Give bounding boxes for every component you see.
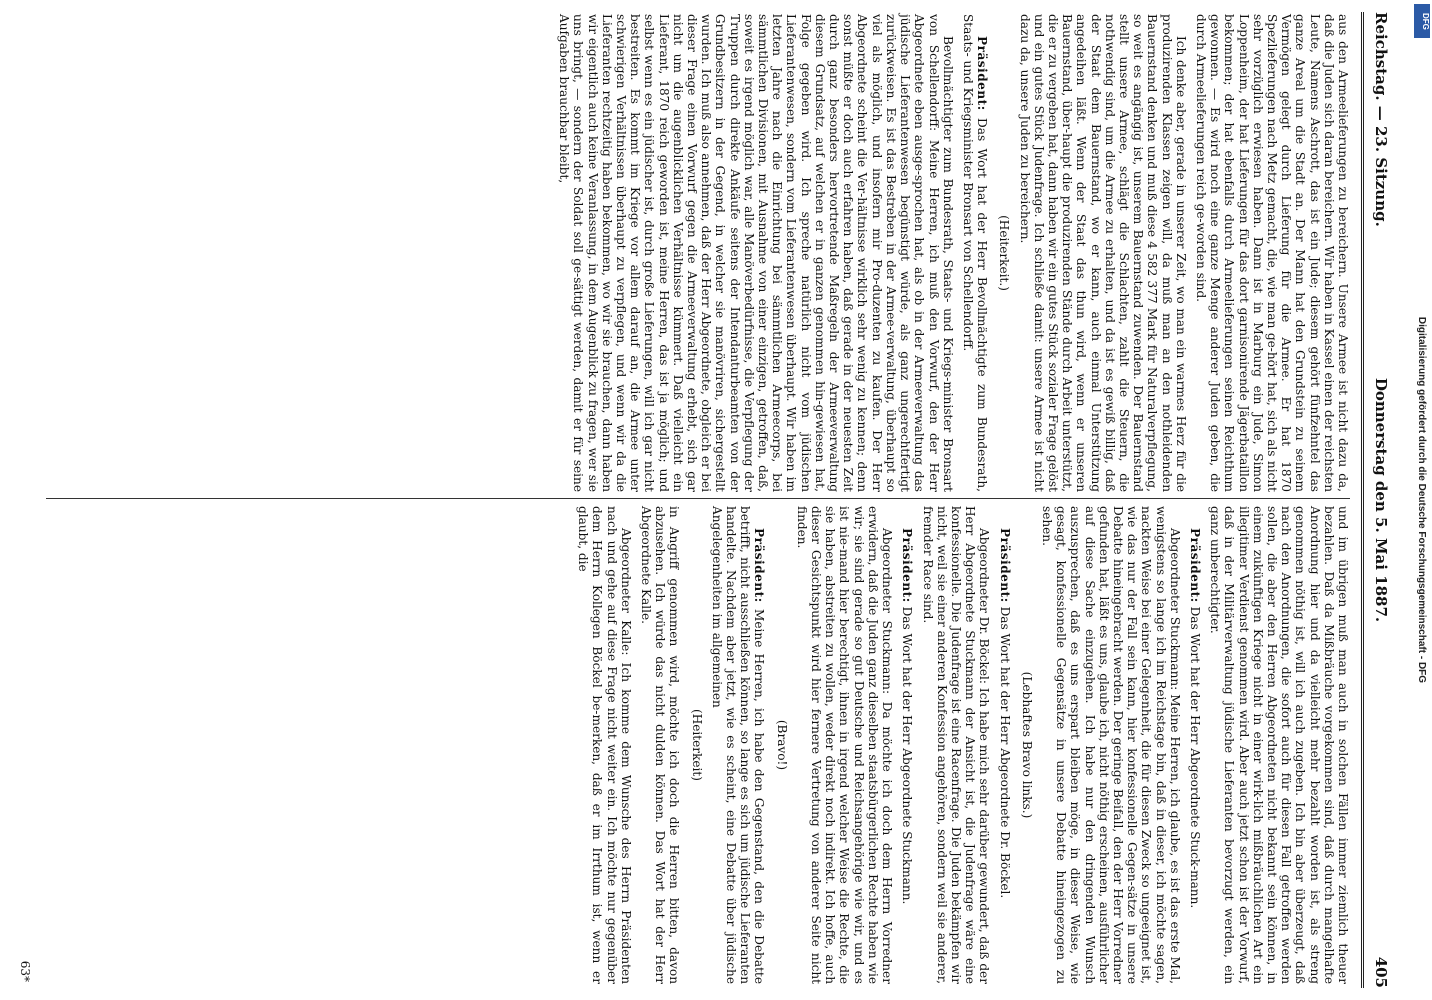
body-paragraph: Abgeordneter Dr. Böckel: Ich habe mich sehr darüber gewundert, daß der Herr Abgeordnete Stuckmann der Ansicht ist, die Judenfrage wäre eine konfessionelle. Die Judenfrage ist eine Racenfrage. Die Juden bekämpfen wir nicht, weil sie einer anderen Konfession angehören, sondern weil sie anderer, fremder Race sind. bbox=[920, 506, 992, 984]
speaker-paragraph bbox=[710, 506, 767, 984]
header-left: Reichstag. — 23. Sitzung. bbox=[1372, 12, 1390, 227]
stage-direction: (Heiterkeit) bbox=[689, 708, 704, 782]
speaker-name: Präsident: bbox=[752, 528, 767, 603]
speaker-text: Das Wort hat der Herr Abgeordnete Stuckmann. bbox=[900, 606, 915, 905]
header-rule bbox=[1363, 12, 1364, 988]
header-date: Donnerstag den 5. Mai 1887. bbox=[1372, 377, 1390, 623]
speaker-text: Meine Herren, ich habe den Gegenstand, den die Debatte betrifft, nicht ausschließen können, so lange es sich um jüdische Lieferanten handelte. Nachdem aber jetzt, wie es scheint, eine Debatte über jüdische Angelegenheiten im allgemeinen bbox=[709, 506, 767, 984]
speaker-paragraph bbox=[961, 14, 989, 492]
header-rule-second bbox=[1361, 12, 1362, 988]
body-paragraph: Abgeordneter Kalle: Ich komme dem Wunsche des Herrn Präsidenten nach und gehe auf diese Frage nicht weiter ein. Ich möchte nur gegenüber dem Herrn Kollegen Böckel be-merken, daß er im Irrthum ist, wenn er glaubt, die bbox=[576, 506, 633, 984]
stage-direction: (Bravo!) bbox=[774, 719, 789, 771]
speaker-paragraph bbox=[900, 506, 914, 984]
page-number: 405 bbox=[1372, 956, 1390, 988]
right-column bbox=[46, 506, 1350, 984]
left-column bbox=[46, 14, 1350, 492]
speaker-paragraph bbox=[1188, 506, 1202, 984]
stage-direction: (Heiterkeit.) bbox=[997, 215, 1012, 291]
dfg-banner-text: Digitalisierung gefördert durch die Deutsche Forschungsgemeinschaft - DFG bbox=[1416, 316, 1427, 684]
body-paragraph: in Angriff genommen wird, möchte ich doch die Herren bitten, davon abzusehen. Ich würde das nicht dulden können. Das Wort hat der Herr Abgeordnete Kalle. bbox=[639, 506, 682, 984]
speaker-text: Das Wort hat der Herr Abgeordnete Stuck-mann. bbox=[1187, 606, 1202, 909]
speaker-name: Präsident: bbox=[900, 528, 915, 603]
speaker-text: Das Wort hat der Herr Abgeordnete Dr. Böckel. bbox=[997, 606, 1012, 899]
speaker-paragraph bbox=[997, 506, 1011, 984]
body-paragraph: und im übrigen muß man auch in solchen Fällen immer ziemlich theuer bezahlen. Daß da Mißbräuche vorgekommen sind, daß durch mangelhafte Anordnung hier und da vielleicht mehr bezahlt worden ist, als streng genommen nöthig ist, will ich auch zugeben. Ich bin aber überzeugt, daß nach den Anordnungen, die sofort auch für diesen Fall getroffen werden sollen, die aber den Herren Abgeordneten nicht bekannt sein können, in einem zukünftigen Kriege nicht in einer wirk-lich mißbräuchlichen Art ein illegitimer Verdienst genommen wird. Aber auch jetzt schon ist der Vorwurf, daß in der Militärverwaltung jüdische Lieferanten bevorzugt werden, ein ganz unberechtigter. bbox=[1208, 506, 1350, 984]
body-paragraph: aus den Armeelieferungen zu bereichern. Unsere Armee ist nicht dazu da, daß die Juden sich daran bereichern. Wir haben in Kassel einen der reichsten Leute, Namens Aschrott, das ist ein Jude; diesem gehört fünfzehntel das ganze Areal um die Stadt an. Der Mann hat den Grundstein zu seinem Vermögen gelegt durch Lieferung für die Armee. Er hat 1870 Spezlieferungen nach Metz gemacht, die, wie man ge-hört hat, sich als nicht sehr vorzüglich erwiesen haben. Dann ist in Marburg ein Jude, Simon Loppenheim, der hat Lieferungen für das dort garnisonirende Jägerbataillon bekommen; der hat ebenfalls durch Armeelieferungen seinen Reichthum gewonnen. — Es wird noch eine ganze Menge anderer Juden geben, die durch Armeelieferungen reich ge-worden sind. bbox=[1193, 14, 1350, 492]
column-divider bbox=[46, 498, 1350, 499]
signature-mark: 63* bbox=[18, 960, 32, 982]
body-paragraph: Ich denke aber, gerade in unserer Zeit, wo man ein warmes Herz für die produzirenden Klassen zeigen will, da muß man an den nothleidenden Bauernstand denken und muß diese 4 582 377 Mark für Naturalverpflegung, so weit es angängig ist, unserem Bauernstand zuwenden. Der Bauernstand stellt unsere Armee, schlägt die Schlachten, zahlt die Steuern, die nothwendig sind, um die Armee zu erhalten, und da ist es gewiß billig, daß der Staat dem Bauernstand, wo er kann, auch einmal Unterstützung angedeihen läßt. Wenn der Staat das thun wird, wenn er unseren Bauernstand, über-haupt die produzirenden Stände durch Arbeit unterstützt, die er zu vergeben hat, dann haben wir ein gutes Stück sozialer Frage gelöst und ein gutes Stück Judenfrage. Ich schließe damit: unsere Armee ist nicht dazu da, unsere Juden zu bereichern. bbox=[1017, 14, 1188, 492]
speaker-name: Präsident: bbox=[975, 36, 990, 111]
body-paragraph: Bevollmächtigter zum Bundesrath, Staats- und Kriegs-minister Bronsart von Schellendorff: Meine Herren, ich muß den Vorwurf, den der Herr Abgeordnete eben ausge-sprochen hat, als ob in der Armeeverwaltung das jüdische Lieferantenwesen begünstigt würde, als ganz ungerechtfertigt zurückweisen. Es ist das Bestreben in der Armee-verwaltung, überhaupt so viel als möglich, und insofern mir Pro-duzenten zu kaufen. Der Herr Abgeordnete scheint die Ver-hältnisse wirklich sehr wenig zu kennen; denn sonst müßte er doch auch erfahren haben, daß gerade in der neuesten Zeit durch ganz besonders hervortretende Maßregeln der Armeeverwaltung diesem Grundsatz, auf welchen er in ganzen genommen hin-gewiesen hat, Folge gegeben wird. Ich spreche natürlich nicht vom jüdischen Lieferantenwesen, sondern vom Lieferantenwesen überhaupt. Wir haben im letzten Jahre nach die Einrichtung bei sämmtlichen Armeecorps, bei sämmtlichen Divisionen, mit Ausnahme von einer einzigen, getroffen, daß, soweit es irgend möglich war, alle Manöverbedürfnisse, die Verpflegung der Truppen durch direkte Ankäufe seitens der Intendanturbeamten von der Grundbesitzern in der Gegend, in welcher sie manövriren, sichergestellt wurden. Ich muß also annehmen, daß der Herr Abgeordnete, obgleich er bei dieser Frage einen Vorwurf gegen die Armeeverwaltung erhebt, sich gar nicht um die augenblicklichen Verhältnisse kümmert. Daß vielleicht ein Lieferant, 1870 reich geworden ist, meine Herren, das ist ja möglich; und selbst wenn es ein jüdischer ist, durch große Lieferungen, will ich gar nicht bestreiten. Es kommt im Kriege vor allem darauf an, die Armee unter schwierigen Verhältnissen überhaupt zu verpflegen, und wenn wir da die Lieferanten rechtzeitig haben bekommen, wo wir sie brauchen, dann haben wir eigentlich auch keine Veranlassung, in dem Augenblick zu fragen, wer sie uns bringt, — sondern der Soldat soll ge-sättigt werden, damit er für seine Aufgaben brauchbar bleibt, bbox=[557, 14, 955, 492]
body-paragraph: Abgeordneter Stuckmann: Da möchte ich doch dem Herrn Vorredner erwidern, daß die Juden ganz dieselben staatsbürgerlichen Rechte haben wie wir; sie sind gerade so gut Deutsche und Reichsangehörige wie wir, und es ist nie-mand hier berechtigt, ihnen in irgend welcher Weise die Rechte, die sie haben, abstreiten zu wollen, weder direkt noch indirekt. Ich hoffe, auch dieser Gesichtspunkt wird hier fernere Vertretung von anderer Seite nicht finden. bbox=[794, 506, 895, 984]
stage-direction: (Lebhaftes Bravo links.) bbox=[1019, 671, 1034, 819]
dfg-logo: DFG bbox=[1414, 4, 1430, 38]
speaker-name: Präsident: bbox=[997, 528, 1012, 603]
speaker-text: Das Wort hat der Herr Bevollmächtigte zum Bundesrath, Staats- und Kriegsminister Bronsart von Schellendorff. bbox=[960, 14, 990, 492]
body-paragraph: Abgeordneter Stuckmann: Meine Herren, ich glaube, es ist das erste Mal, wenigstens so lange ich im Reichstage bin, daß in dieser, ich möchte sagen, nackten Weise bei einer Gelegenheit, die für diesen Zweck so ungeeignet ist, wie das nur der Fall sein kann, hier konfessionelle Gegen-sätze in unsere Debatte hineingebracht werden. Der geringe Beifall, den der Herr Vorredner gefunden hat, läßt es uns, glaube ich, nicht nöthig erscheinen, ausführlicher auf diese Sache einzugehen. Ich habe nur den dringenden Wunsch auszusprechen, daß es uns erspart bleiben möge, in dieser Weise, wie gesagt, konfessionelle Gegensätze in unsere Debatte hineingezogen zu sehen. bbox=[1039, 506, 1182, 984]
page-header bbox=[1366, 12, 1392, 988]
speaker-name: Präsident: bbox=[1187, 528, 1202, 603]
